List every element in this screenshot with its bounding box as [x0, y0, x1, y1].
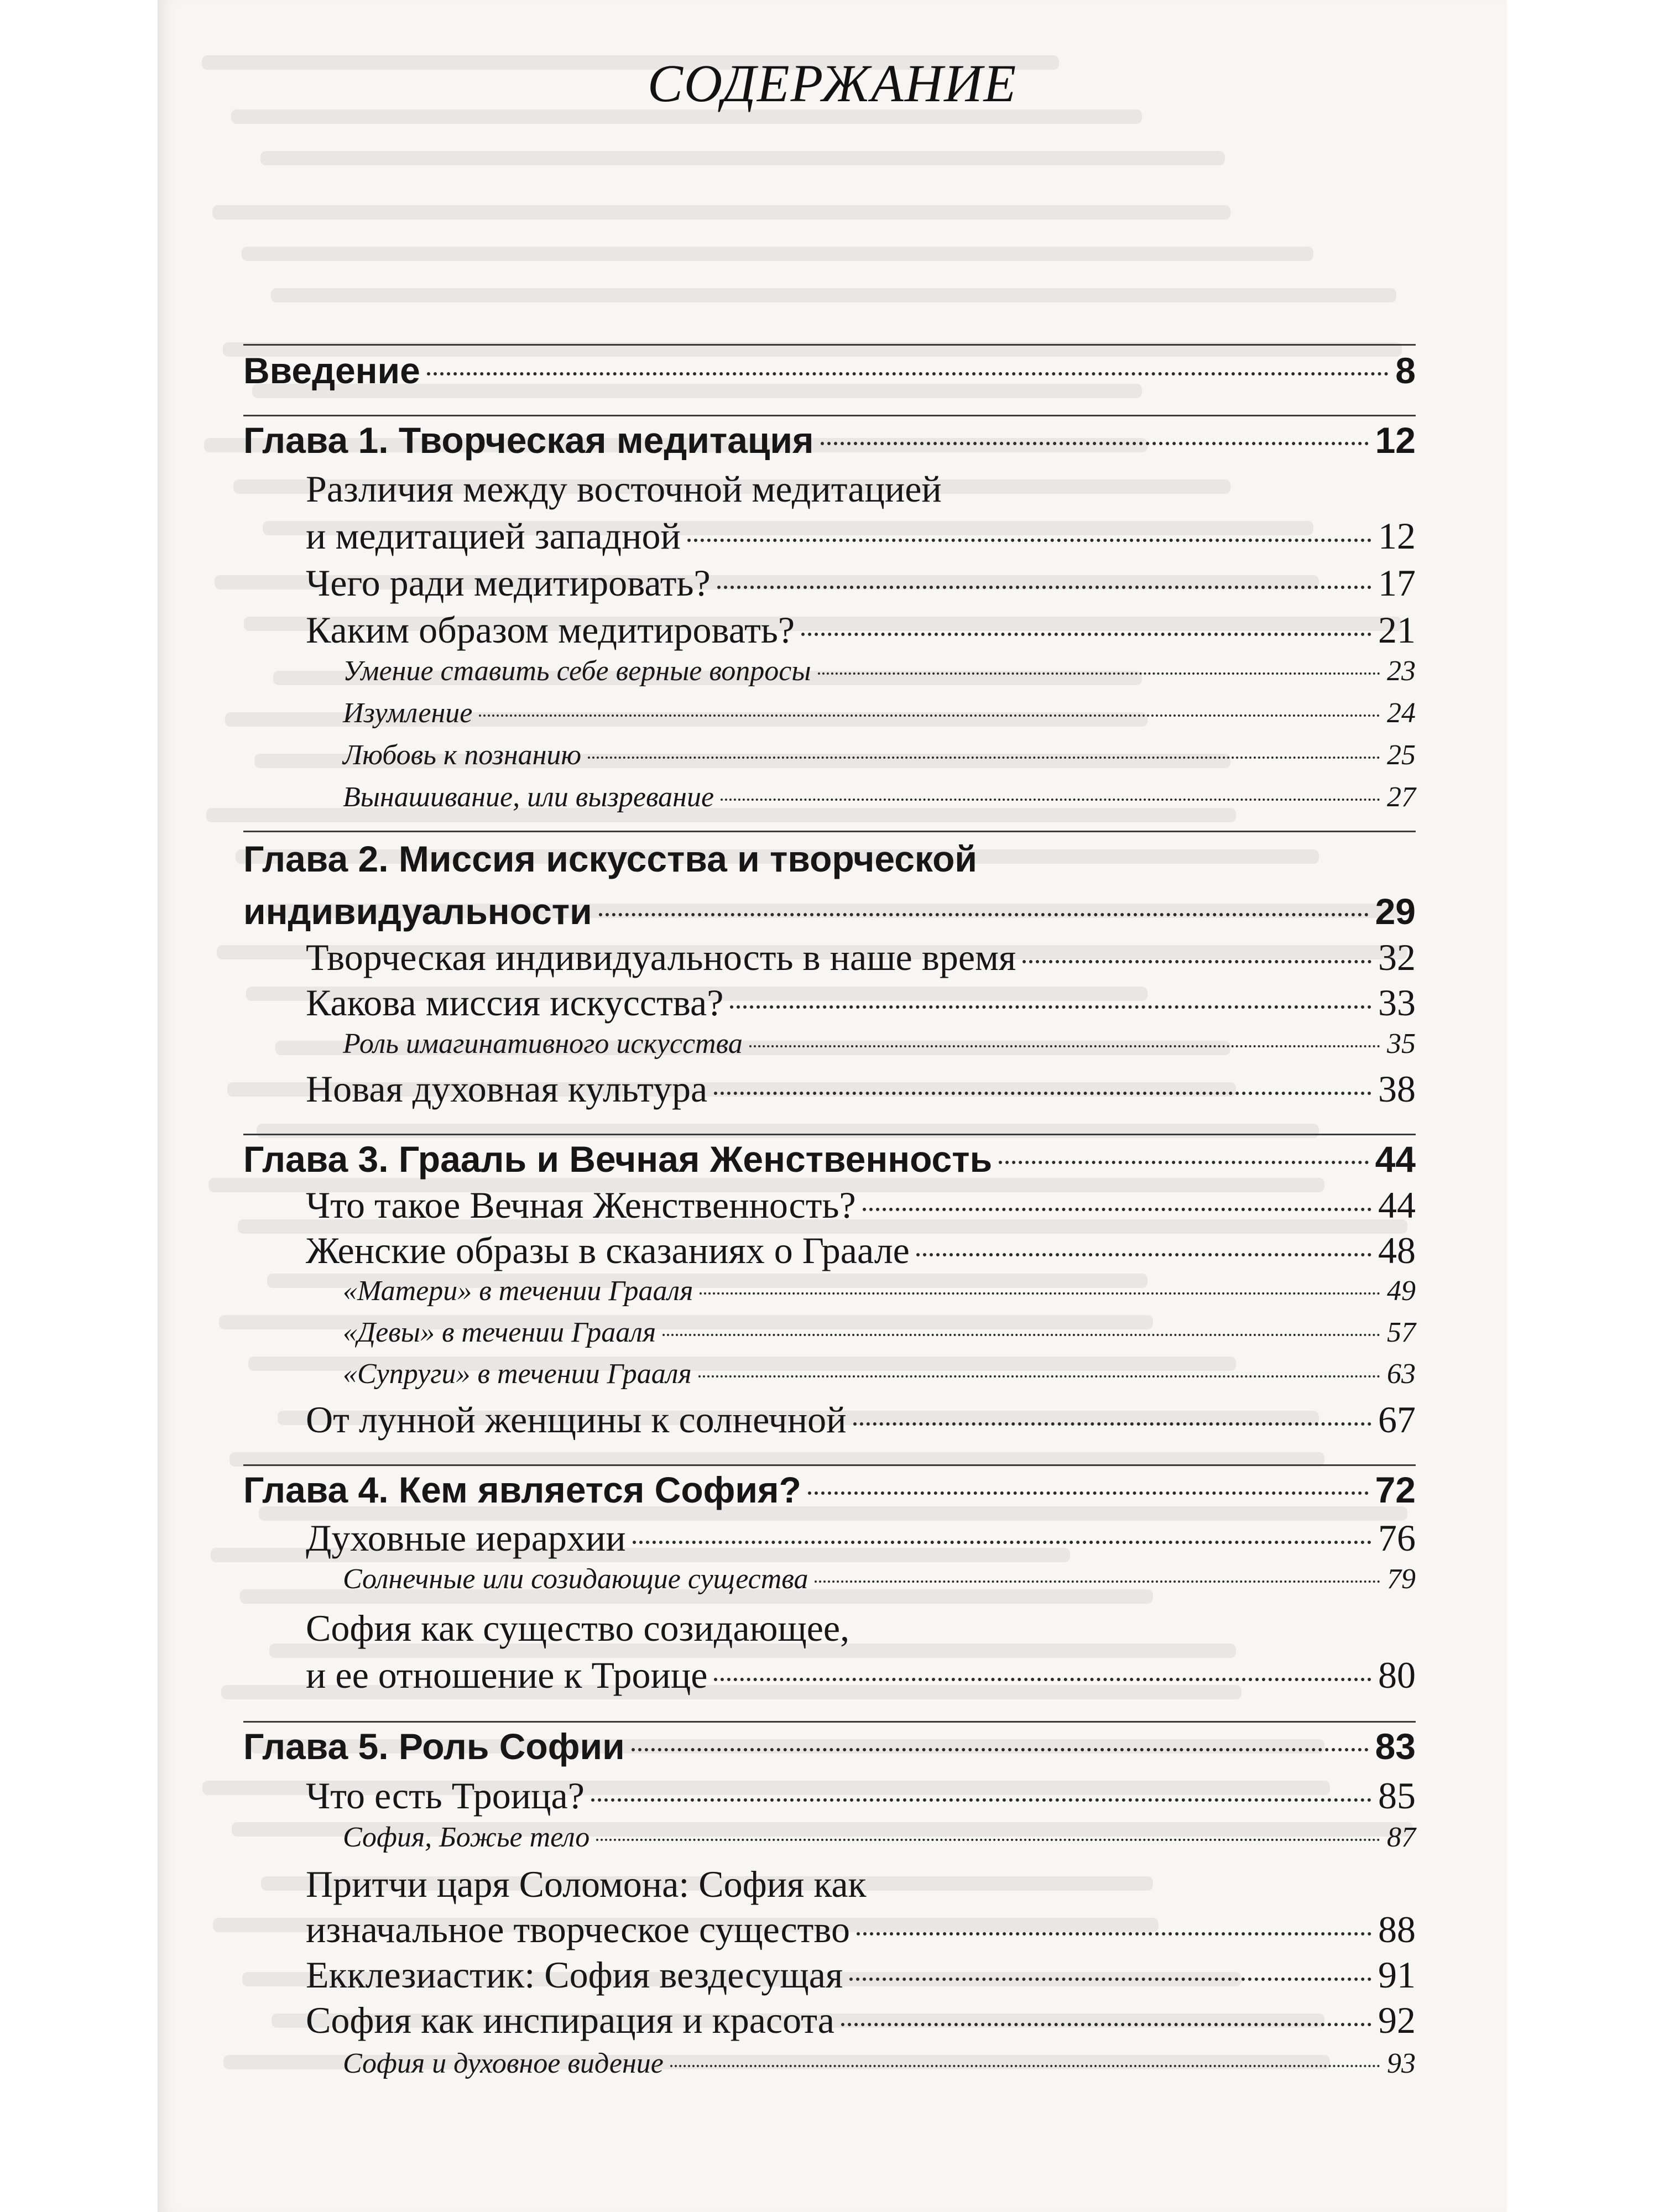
- dot-leader: [1022, 960, 1371, 963]
- dot-leader: [698, 1375, 1380, 1378]
- dot-leader: [841, 2023, 1371, 2026]
- entry-title: Глава 1. Творческая медитация: [243, 420, 814, 461]
- dot-leader: [999, 1161, 1368, 1164]
- entry-title: Творческая индивидуальность в наше время: [306, 936, 1016, 978]
- entry-page: 49: [1387, 1275, 1416, 1307]
- entry-title: Умение ставить себе верные вопросы: [343, 655, 811, 687]
- dot-leader: [857, 1932, 1371, 1936]
- entry-title: «Супруги» в течении Грааля: [343, 1358, 692, 1390]
- entry-title: София, Божье тело: [343, 1822, 590, 1853]
- dot-leader: [717, 586, 1371, 589]
- dot-leader: [599, 913, 1369, 916]
- dot-leader: [632, 1748, 1369, 1751]
- entry-title: и медитацией западной: [306, 515, 681, 557]
- entry-title-line: Различия между восточной медитацией: [306, 468, 942, 510]
- toc-entry-section: [306, 1067, 1416, 1111]
- toc-entry-subsection: [343, 655, 1416, 687]
- toc-entry-intro: [243, 349, 1416, 392]
- entry-title: Новая духовная культура: [306, 1068, 708, 1110]
- section-rule: [243, 1721, 1416, 1723]
- entry-page: 25: [1387, 739, 1416, 771]
- toc-entry-section: [306, 981, 1416, 1025]
- entry-title: Женские образы в сказаниях о Граале: [306, 1229, 910, 1271]
- entry-title: Что такое Вечная Женственность?: [306, 1184, 856, 1226]
- entry-title: Каким образом медитировать?: [306, 609, 795, 651]
- entry-page: 83: [1375, 1726, 1416, 1767]
- toc-entry-subsection: [343, 1358, 1416, 1390]
- table-of-contents: [158, 0, 1507, 2212]
- entry-title: Духовные иерархии: [306, 1517, 626, 1559]
- toc-entry-section: [306, 1908, 1416, 1952]
- toc-entry-subsection: [343, 697, 1416, 729]
- entry-title: изначальное творческое существо: [306, 1908, 851, 1950]
- dot-leader: [714, 1092, 1371, 1095]
- entry-page: 29: [1375, 891, 1416, 932]
- toc-entry-chapter-1: [243, 419, 1416, 461]
- dot-leader: [662, 1334, 1380, 1336]
- section-rule: [243, 415, 1416, 416]
- entry-page: 57: [1387, 1317, 1416, 1348]
- entry-page: 48: [1378, 1229, 1416, 1271]
- entry-page: 35: [1387, 1028, 1416, 1060]
- toc-entry-chapter-4: [243, 1469, 1416, 1511]
- entry-title: Чего ради медитировать?: [306, 562, 711, 604]
- entry-page: 23: [1387, 655, 1416, 687]
- toc-entry-chapter-2: [243, 890, 1416, 932]
- entry-page: 38: [1378, 1068, 1416, 1110]
- entry-page: 92: [1378, 1999, 1416, 2041]
- dot-leader: [801, 633, 1371, 636]
- entry-title: Вынашивание, или вызревание: [343, 781, 714, 813]
- entry-title: Солнечные или созидающие существа: [343, 1563, 808, 1595]
- toc-entry-section: [306, 561, 1416, 605]
- entry-title: Любовь к познанию: [343, 739, 582, 771]
- book-page: [158, 0, 1507, 2212]
- dot-leader: [849, 1978, 1371, 1981]
- entry-page: 93: [1387, 2048, 1416, 2079]
- toc-entry-section: [306, 1999, 1416, 2042]
- toc-entry-section: [306, 1398, 1416, 1442]
- dot-leader: [730, 1005, 1371, 1009]
- entry-page: 24: [1387, 697, 1416, 729]
- toc-entry-section: [306, 1516, 1416, 1560]
- toc-entry-subsection: [343, 1316, 1416, 1349]
- toc-entry-section: [306, 1183, 1416, 1227]
- entry-page: 76: [1378, 1517, 1416, 1559]
- toc-entry-subsection: [343, 1275, 1416, 1307]
- entry-page: 72: [1375, 1469, 1416, 1510]
- toc-entry-subsection: [343, 781, 1416, 813]
- entry-title: София как инспирация и красота: [306, 1999, 834, 2041]
- dot-leader: [821, 442, 1369, 445]
- entry-page: 63: [1387, 1358, 1416, 1390]
- toc-entry-subsection: [343, 1563, 1416, 1595]
- entry-title: Глава 4. Кем является София?: [243, 1469, 801, 1510]
- toc-entry-section: [306, 1774, 1416, 1818]
- entry-title: От лунной женщины к солнечной: [306, 1399, 847, 1441]
- toc-entry-chapter-3: [243, 1138, 1416, 1180]
- dot-leader: [815, 1580, 1380, 1583]
- entry-title: Введение: [243, 350, 420, 391]
- toc-entry-subsection: [343, 2047, 1416, 2080]
- entry-page: 21: [1378, 609, 1416, 651]
- page-title: СОДЕРЖАНИЕ: [647, 54, 1018, 113]
- dot-leader: [427, 372, 1389, 375]
- entry-page: 8: [1395, 350, 1416, 391]
- entry-page: 33: [1378, 982, 1416, 1024]
- entry-title: «Матери» в течении Грааля: [343, 1275, 693, 1307]
- entry-page: 80: [1378, 1654, 1416, 1696]
- toc-entry-chapter-5: [243, 1725, 1416, 1767]
- dot-leader: [863, 1208, 1371, 1211]
- section-rule: [243, 1134, 1416, 1135]
- toc-entry-section: [306, 1653, 1416, 1697]
- entry-page: 79: [1387, 1563, 1416, 1595]
- dot-leader: [633, 1541, 1371, 1544]
- section-rule: [243, 1464, 1416, 1466]
- entry-title: «Девы» в течении Грааля: [343, 1317, 656, 1348]
- entry-title: и ее отношение к Троице: [306, 1654, 708, 1696]
- dot-leader: [596, 1839, 1380, 1841]
- dot-leader: [853, 1422, 1371, 1426]
- entry-title: Что есть Троица?: [306, 1775, 585, 1817]
- entry-title: Екклезиастик: София вездесущая: [306, 1954, 843, 1996]
- entry-title: София и духовное видение: [343, 2048, 664, 2079]
- chapter-2-title-line: Глава 2. Миссия искусства и творческой: [243, 838, 977, 879]
- entry-page: 17: [1378, 562, 1416, 604]
- toc-entry-subsection: [343, 739, 1416, 771]
- entry-title: Изумление: [343, 697, 473, 729]
- entry-page: 67: [1378, 1399, 1416, 1441]
- toc-entry-section: [306, 1229, 1416, 1272]
- dot-leader: [588, 757, 1380, 759]
- dot-leader: [700, 1292, 1380, 1295]
- dot-leader: [808, 1491, 1369, 1495]
- dot-leader: [714, 1678, 1371, 1681]
- dot-leader: [916, 1253, 1371, 1256]
- toc-entry-subsection: [343, 1027, 1416, 1060]
- toc-entry-section: [306, 608, 1416, 652]
- entry-page: 85: [1378, 1775, 1416, 1817]
- entry-page: 88: [1378, 1908, 1416, 1950]
- dot-leader: [749, 1045, 1380, 1047]
- section-rule: [243, 344, 1416, 346]
- section-rule: [243, 831, 1416, 832]
- dot-leader: [479, 714, 1380, 717]
- entry-page: 27: [1387, 781, 1416, 813]
- entry-title: Глава 3. Грааль и Вечная Женственность: [243, 1139, 993, 1180]
- entry-page: 12: [1378, 515, 1416, 557]
- toc-entry-section: [306, 936, 1416, 979]
- dot-leader: [591, 1798, 1371, 1802]
- entry-title: индивидуальности: [243, 891, 592, 932]
- dot-leader: [670, 2065, 1380, 2067]
- entry-title-line: София как существо созидающее,: [306, 1607, 850, 1649]
- entry-title: Какова миссия искусства?: [306, 982, 724, 1024]
- toc-entry-subsection: [343, 1821, 1416, 1854]
- dot-leader: [721, 799, 1380, 801]
- entry-page: 91: [1378, 1954, 1416, 1996]
- entry-title: Роль имагинативного искусства: [343, 1028, 743, 1060]
- entry-page: 12: [1375, 420, 1416, 461]
- entry-page: 44: [1375, 1139, 1416, 1180]
- entry-title: Глава 5. Роль Софии: [243, 1726, 625, 1767]
- toc-entry-section: [306, 514, 1416, 558]
- entry-page: 32: [1378, 936, 1416, 978]
- dot-leader: [818, 672, 1380, 675]
- entry-page: 44: [1378, 1184, 1416, 1226]
- dot-leader: [687, 539, 1371, 542]
- toc-entry-section: [306, 1953, 1416, 1997]
- entry-title-line: Притчи царя Соломона: София как: [306, 1863, 867, 1905]
- entry-page: 87: [1387, 1822, 1416, 1853]
